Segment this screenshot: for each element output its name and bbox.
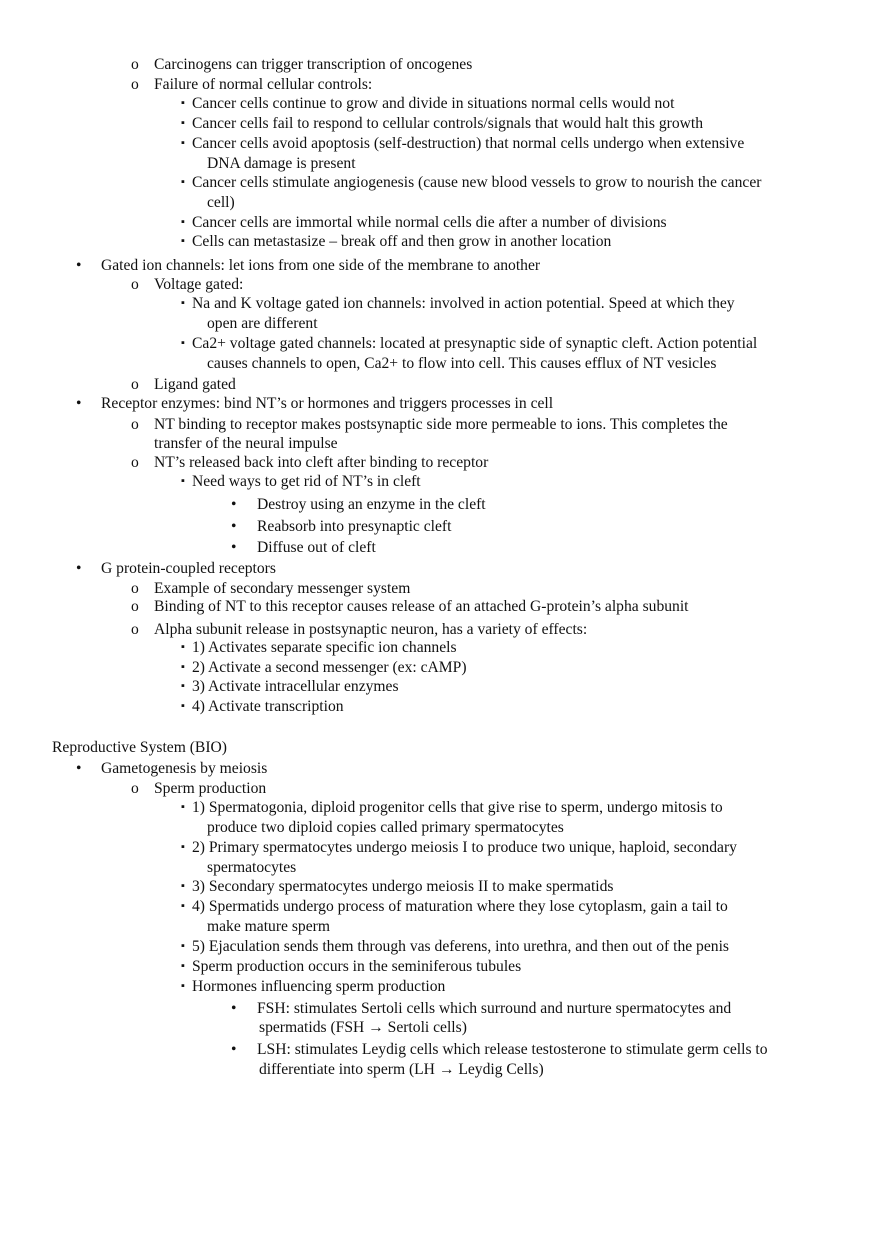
circle-bullet: o	[131, 621, 139, 638]
list-item: Ligand gated	[154, 376, 236, 393]
bullet: •	[231, 1000, 237, 1017]
list-item-continuation: DNA damage is present	[207, 155, 356, 172]
list-item: Example of secondary messenger system	[154, 580, 411, 597]
bullet: •	[76, 257, 82, 274]
square-bullet: ▪	[181, 97, 185, 109]
list-item: Hormones influencing sperm production	[192, 978, 446, 995]
square-bullet: ▪	[181, 297, 185, 309]
list-item: 3) Secondary spermatocytes undergo meiosis II to make spermatids	[192, 878, 614, 895]
circle-bullet: o	[131, 454, 139, 471]
list-item: 2) Activate a second messenger (ex: cAMP)	[192, 659, 467, 676]
list-item: 4) Activate transcription	[192, 698, 344, 715]
square-bullet: ▪	[181, 960, 185, 972]
list-item: 3) Activate intracellular enzymes	[192, 678, 399, 695]
square-bullet: ▪	[181, 700, 185, 712]
square-bullet: ▪	[181, 137, 185, 149]
list-item: Cancer cells are immortal while normal cells die after a number of divisions	[192, 214, 667, 231]
list-item: NT binding to receptor makes postsynaptic side more permeable to ions. This completes the	[154, 416, 728, 433]
circle-bullet: o	[131, 276, 139, 293]
bullet: •	[76, 560, 82, 577]
list-item: Destroy using an enzyme in the cleft	[257, 496, 486, 513]
square-bullet: ▪	[181, 680, 185, 692]
list-item: NT’s released back into cleft after binding to receptor	[154, 454, 489, 471]
list-item: Sperm production occurs in the seminiferous tubules	[192, 958, 522, 975]
list-item: 2) Primary spermatocytes undergo meiosis I to produce two unique, haploid, secondary	[192, 839, 737, 856]
list-item-continuation: transfer of the neural impulse	[154, 435, 338, 452]
bullet: •	[231, 1041, 237, 1058]
list-item: Diffuse out of cleft	[257, 539, 376, 556]
square-bullet: ▪	[181, 117, 185, 129]
bullet: •	[76, 760, 82, 777]
bullet: •	[231, 539, 237, 556]
list-item: Cancer cells fail to respond to cellular controls/signals that would halt this growth	[192, 115, 704, 132]
list-item: Failure of normal cellular controls:	[154, 76, 373, 93]
list-item-continuation: spermatids (FSH → Sertoli cells)	[259, 1019, 467, 1036]
list-item: Binding of NT to this receptor causes release of an attached G-protein’s alpha subunit	[154, 598, 689, 615]
square-bullet: ▪	[181, 841, 185, 853]
square-bullet: ▪	[181, 475, 185, 487]
circle-bullet: o	[131, 780, 139, 797]
list-item: Voltage gated:	[154, 276, 244, 293]
list-item-continuation: differentiate into sperm (LH → Leydig Cells)	[259, 1061, 544, 1078]
square-bullet: ▪	[181, 940, 185, 952]
square-bullet: ▪	[181, 801, 185, 813]
list-item: Reabsorb into presynaptic cleft	[257, 518, 452, 535]
circle-bullet: o	[131, 580, 139, 597]
list-item: LSH: stimulates Leydig cells which release testosterone to stimulate germ cells to	[257, 1041, 768, 1058]
list-item-continuation: spermatocytes	[207, 859, 297, 876]
bullet: •	[231, 496, 237, 513]
circle-bullet: o	[131, 416, 139, 433]
bullet: •	[231, 518, 237, 535]
list-item: 1) Activates separate specific ion channels	[192, 639, 457, 656]
list-item: Na and K voltage gated ion channels: involved in action potential. Speed at which they	[192, 295, 735, 312]
list-item: FSH: stimulates Sertoli cells which surround and nurture spermatocytes and	[257, 1000, 732, 1017]
circle-bullet: o	[131, 76, 139, 93]
list-item: Cancer cells stimulate angiogenesis (cause new blood vessels to grow to nourish the cancer	[192, 174, 762, 191]
list-item: Carcinogens can trigger transcription of oncogenes	[154, 56, 473, 73]
circle-bullet: o	[131, 56, 139, 73]
list-item: 1) Spermatogonia, diploid progenitor cells that give rise to sperm, undergo mitosis to	[192, 799, 723, 816]
list-item: Gated ion channels: let ions from one side of the membrane to another	[101, 257, 541, 274]
section-heading: Reproductive System (BIO)	[52, 739, 227, 756]
square-bullet: ▪	[181, 176, 185, 188]
list-item-continuation: open are different	[207, 315, 318, 332]
square-bullet: ▪	[181, 216, 185, 228]
list-item: Receptor enzymes: bind NT’s or hormones and triggers processes in cell	[101, 395, 554, 412]
list-item: Sperm production	[154, 780, 267, 797]
list-item: Need ways to get rid of NT’s in cleft	[192, 473, 421, 490]
list-item: Cells can metastasize – break off and then grow in another location	[192, 233, 612, 250]
square-bullet: ▪	[181, 980, 185, 992]
list-item: Ca2+ voltage gated channels: located at presynaptic side of synaptic cleft. Action potential	[192, 335, 758, 352]
circle-bullet: o	[131, 376, 139, 393]
square-bullet: ▪	[181, 900, 185, 912]
list-item: 5) Ejaculation sends them through vas deferens, into urethra, and then out of the penis	[192, 938, 729, 955]
list-item-continuation: cell)	[207, 194, 235, 211]
list-item: Cancer cells avoid apoptosis (self-destruction) that normal cells undergo when extensive	[192, 135, 745, 152]
list-item: 4) Spermatids undergo process of maturation where they lose cytoplasm, gain a tail to	[192, 898, 728, 915]
list-item-continuation: make mature sperm	[207, 918, 330, 935]
list-item: Alpha subunit release in postsynaptic neuron, has a variety of effects:	[154, 621, 588, 638]
list-item-continuation: causes channels to open, Ca2+ to flow into cell. This causes efflux of NT vesicles	[207, 355, 717, 372]
square-bullet: ▪	[181, 337, 185, 349]
square-bullet: ▪	[181, 235, 185, 247]
square-bullet: ▪	[181, 880, 185, 892]
list-item: Gametogenesis by meiosis	[101, 760, 268, 777]
list-item-continuation: produce two diploid copies called primary spermatocytes	[207, 819, 564, 836]
list-item: Cancer cells continue to grow and divide in situations normal cells would not	[192, 95, 675, 112]
list-item: G protein-coupled receptors	[101, 560, 276, 577]
bullet: •	[76, 395, 82, 412]
square-bullet: ▪	[181, 641, 185, 653]
square-bullet: ▪	[181, 661, 185, 673]
circle-bullet: o	[131, 598, 139, 615]
